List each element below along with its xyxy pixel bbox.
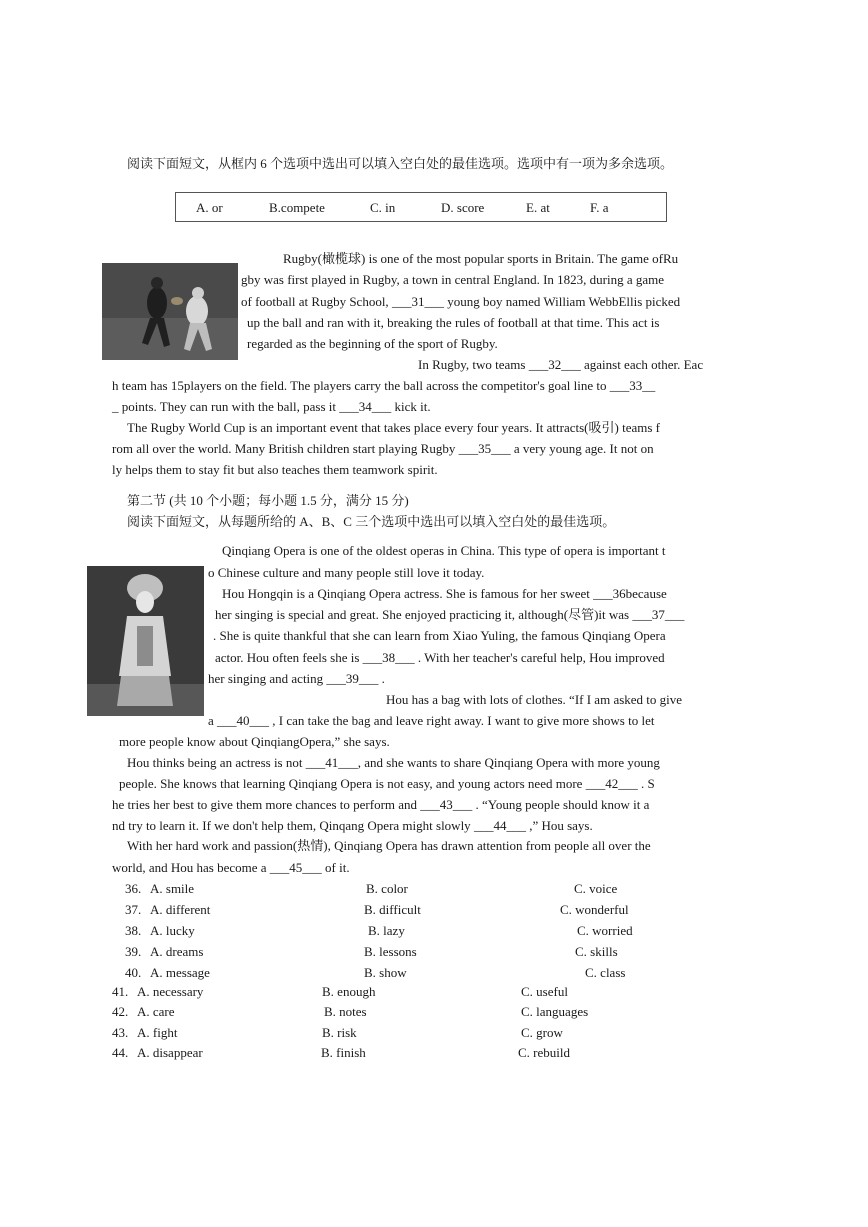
option-c: C. voice bbox=[574, 881, 618, 896]
text-segment: In Rugby, two teams bbox=[418, 357, 529, 372]
blank-44: ___44___ bbox=[473, 818, 526, 833]
question-number: 37. bbox=[125, 902, 142, 917]
option-c: C. wonderful bbox=[560, 902, 629, 917]
instructions-1: 阅读下面短文，从框内 6 个选项中选出可以填入空白处的最佳选项。选项中有一项为多余选项。 bbox=[127, 156, 674, 171]
text-segment: nd try to learn it. If we don't help them, Qinqang Opera might slowly bbox=[112, 818, 474, 833]
text-segment: kick it. bbox=[391, 399, 431, 414]
option-c: C. useful bbox=[521, 984, 568, 999]
option-b: B. color bbox=[366, 881, 408, 896]
opera-line-11 bbox=[127, 755, 660, 771]
question-number: 39. bbox=[125, 944, 142, 959]
text-segment: . bbox=[378, 671, 385, 686]
instructions-2: 阅读下面短文，从每题所给的 A、B、C 三个选项中选出可以填入空白处的最佳选项。 bbox=[127, 514, 616, 529]
question-number: 44. bbox=[112, 1045, 129, 1060]
rugby-line-8 bbox=[112, 399, 431, 415]
question-number: 40. bbox=[125, 965, 142, 980]
option-c: C. skills bbox=[575, 944, 618, 959]
option-a: A. care bbox=[137, 1004, 175, 1019]
text-segment: actor. Hou often feels she is bbox=[215, 650, 363, 665]
text-segment: people. She knows that learning Qinqiang Opera is not easy, and young actors need more bbox=[119, 776, 586, 791]
blank-35: ___35___ bbox=[458, 441, 511, 456]
opera-line-2: o Chinese culture and many people still love it today. bbox=[208, 565, 485, 580]
blank-41: ___41___ bbox=[305, 755, 358, 770]
opera-line-9 bbox=[208, 713, 654, 729]
text-segment: , and she wants to share Qinqiang Opera with more young bbox=[357, 755, 660, 770]
option-e: E. at bbox=[526, 200, 550, 215]
opera-line-4 bbox=[215, 607, 684, 623]
text-segment: . S bbox=[637, 776, 655, 791]
rugby-line-10 bbox=[112, 441, 654, 457]
blank-40: ___40___ bbox=[217, 713, 270, 728]
option-b: B. difficult bbox=[364, 902, 421, 917]
opera-line-13 bbox=[112, 797, 649, 813]
option-b: B. risk bbox=[322, 1025, 357, 1040]
question-number: 42. bbox=[112, 1004, 129, 1019]
opera-line-10: more people know about QinqiangOpera,” she says. bbox=[119, 734, 390, 749]
blank-43: ___43___ bbox=[420, 797, 473, 812]
option-a: A. smile bbox=[150, 881, 195, 896]
text-segment: he tries her best to give them more chances to perform and bbox=[112, 797, 421, 812]
opera-line-12 bbox=[119, 776, 655, 792]
blank-36: ___36 bbox=[593, 586, 626, 601]
text-segment: young boy named William WebbEllis picked bbox=[443, 294, 681, 309]
blank-38: ___38___ bbox=[362, 650, 415, 665]
blank-42: ___42___ bbox=[585, 776, 638, 791]
question-number: 41. bbox=[112, 984, 129, 999]
option-f: F. a bbox=[590, 200, 609, 215]
text-segment: , I can take the bag and leave right away. I want to give more shows to let bbox=[269, 713, 655, 728]
text-segment: of football at Rugby School, bbox=[241, 294, 392, 309]
rugby-line-4: up the ball and ran with it, breaking the rules of football at that time. This act is bbox=[247, 315, 660, 330]
option-a: A. necessary bbox=[137, 984, 204, 999]
option-a: A. fight bbox=[137, 1025, 178, 1040]
rugby-line-1: Rugby(橄榄球) is one of the most popular sports in Britain. The game ofRu bbox=[283, 251, 679, 266]
option-b: B. enough bbox=[322, 984, 376, 999]
section-2-title: 第二节 (共 10 个小题；每小题 1.5 分，满分 15 分) bbox=[127, 493, 409, 508]
blank-37: ___37___ bbox=[632, 607, 685, 622]
text-segment: h team has 15players on the field. The players carry the ball across the competitor's goal line to bbox=[112, 378, 610, 393]
opera-line-5: . She is quite thankful that she can learn from Xiao Yuling, the famous Qinqiang Opera bbox=[213, 628, 666, 643]
text-segment: . “Young people should know it a bbox=[472, 797, 650, 812]
option-c: C. class bbox=[585, 965, 626, 980]
option-a: A. or bbox=[196, 200, 223, 215]
option-a: A. message bbox=[150, 965, 210, 980]
option-a: A. lucky bbox=[150, 923, 195, 938]
text-segment: . With her teacher's careful help, Hou improved bbox=[414, 650, 665, 665]
opera-line-7 bbox=[208, 671, 385, 687]
text-segment: a bbox=[208, 713, 218, 728]
question-number: 36. bbox=[125, 881, 142, 896]
rugby-line-6 bbox=[418, 357, 703, 373]
text-segment: her singing is special and great. She enjoyed practicing it, although(尽管)it was bbox=[215, 607, 633, 622]
option-b: B. lessons bbox=[364, 944, 417, 959]
opera-line-1: Qinqiang Opera is one of the oldest operas in China. This type of opera is important t bbox=[222, 543, 666, 558]
text-segment: a very young age. It not on bbox=[510, 441, 654, 456]
rugby-line-9: The Rugby World Cup is an important event that takes place every four years. It attracts(吸引) teams f bbox=[127, 420, 660, 435]
option-b: B.compete bbox=[269, 200, 325, 215]
text-segment: rom all over the world. Many British children start playing Rugby bbox=[112, 441, 459, 456]
option-c: C. rebuild bbox=[518, 1045, 570, 1060]
blank-32: ___32___ bbox=[528, 357, 581, 372]
rugby-photo bbox=[102, 263, 238, 360]
option-b: B. finish bbox=[321, 1045, 366, 1060]
rugby-line-2: gby was first played in Rugby, a town in central England. In 1823, during a game bbox=[241, 272, 665, 287]
option-c: C. languages bbox=[521, 1004, 589, 1019]
text-segment: against each other. Eac bbox=[580, 357, 704, 372]
opera-photo bbox=[87, 566, 204, 716]
text-segment: Hou thinks being an actress is not bbox=[127, 755, 306, 770]
option-d: D. score bbox=[441, 200, 485, 215]
opera-line-8: Hou has a bag with lots of clothes. “If I am asked to give bbox=[386, 692, 683, 707]
blank-39: ___39___ bbox=[326, 671, 379, 686]
option-c: C. in bbox=[370, 200, 396, 215]
text-segment: ,” Hou says. bbox=[525, 818, 593, 833]
opera-line-15: With her hard work and passion(热情), Qinqiang Opera has drawn attention from people all over the bbox=[127, 838, 651, 853]
blank-45: ___45___ bbox=[269, 860, 322, 875]
opera-line-6 bbox=[215, 650, 665, 666]
option-b: B. lazy bbox=[368, 923, 405, 938]
opera-line-3 bbox=[222, 586, 667, 602]
rugby-line-5: regarded as the beginning of the sport of Rugby. bbox=[247, 336, 498, 351]
options-box bbox=[175, 192, 667, 222]
text-segment: because bbox=[625, 586, 667, 601]
opera-line-16 bbox=[112, 860, 350, 876]
option-a: A. disappear bbox=[137, 1045, 203, 1060]
text-segment: Hou Hongqin is a Qinqiang Opera actress. She is famous for her sweet bbox=[222, 586, 594, 601]
blank-31: ___31___ bbox=[391, 294, 444, 309]
question-number: 38. bbox=[125, 923, 142, 938]
option-a: A. different bbox=[150, 902, 211, 917]
question-number: 43. bbox=[112, 1025, 129, 1040]
option-a: A. dreams bbox=[150, 944, 204, 959]
text-segment: world, and Hou has become a bbox=[112, 860, 270, 875]
option-b: B. notes bbox=[324, 1004, 367, 1019]
option-b: B. show bbox=[364, 965, 407, 980]
rugby-line-7 bbox=[112, 378, 655, 394]
text-segment: of it. bbox=[321, 860, 350, 875]
rugby-line-3 bbox=[241, 294, 680, 310]
option-c: C. grow bbox=[521, 1025, 563, 1040]
blank-34: ___34___ bbox=[339, 399, 392, 414]
blank-33-cont: _ points. They can run with the ball, pass it bbox=[112, 399, 340, 414]
opera-line-14 bbox=[112, 818, 593, 834]
rugby-line-11: ly helps them to stay fit but also teaches them teamwork spirit. bbox=[112, 462, 438, 477]
text-segment: her singing and acting bbox=[208, 671, 327, 686]
option-c: C. worried bbox=[577, 923, 633, 938]
blank-33: ___33__ bbox=[609, 378, 656, 393]
